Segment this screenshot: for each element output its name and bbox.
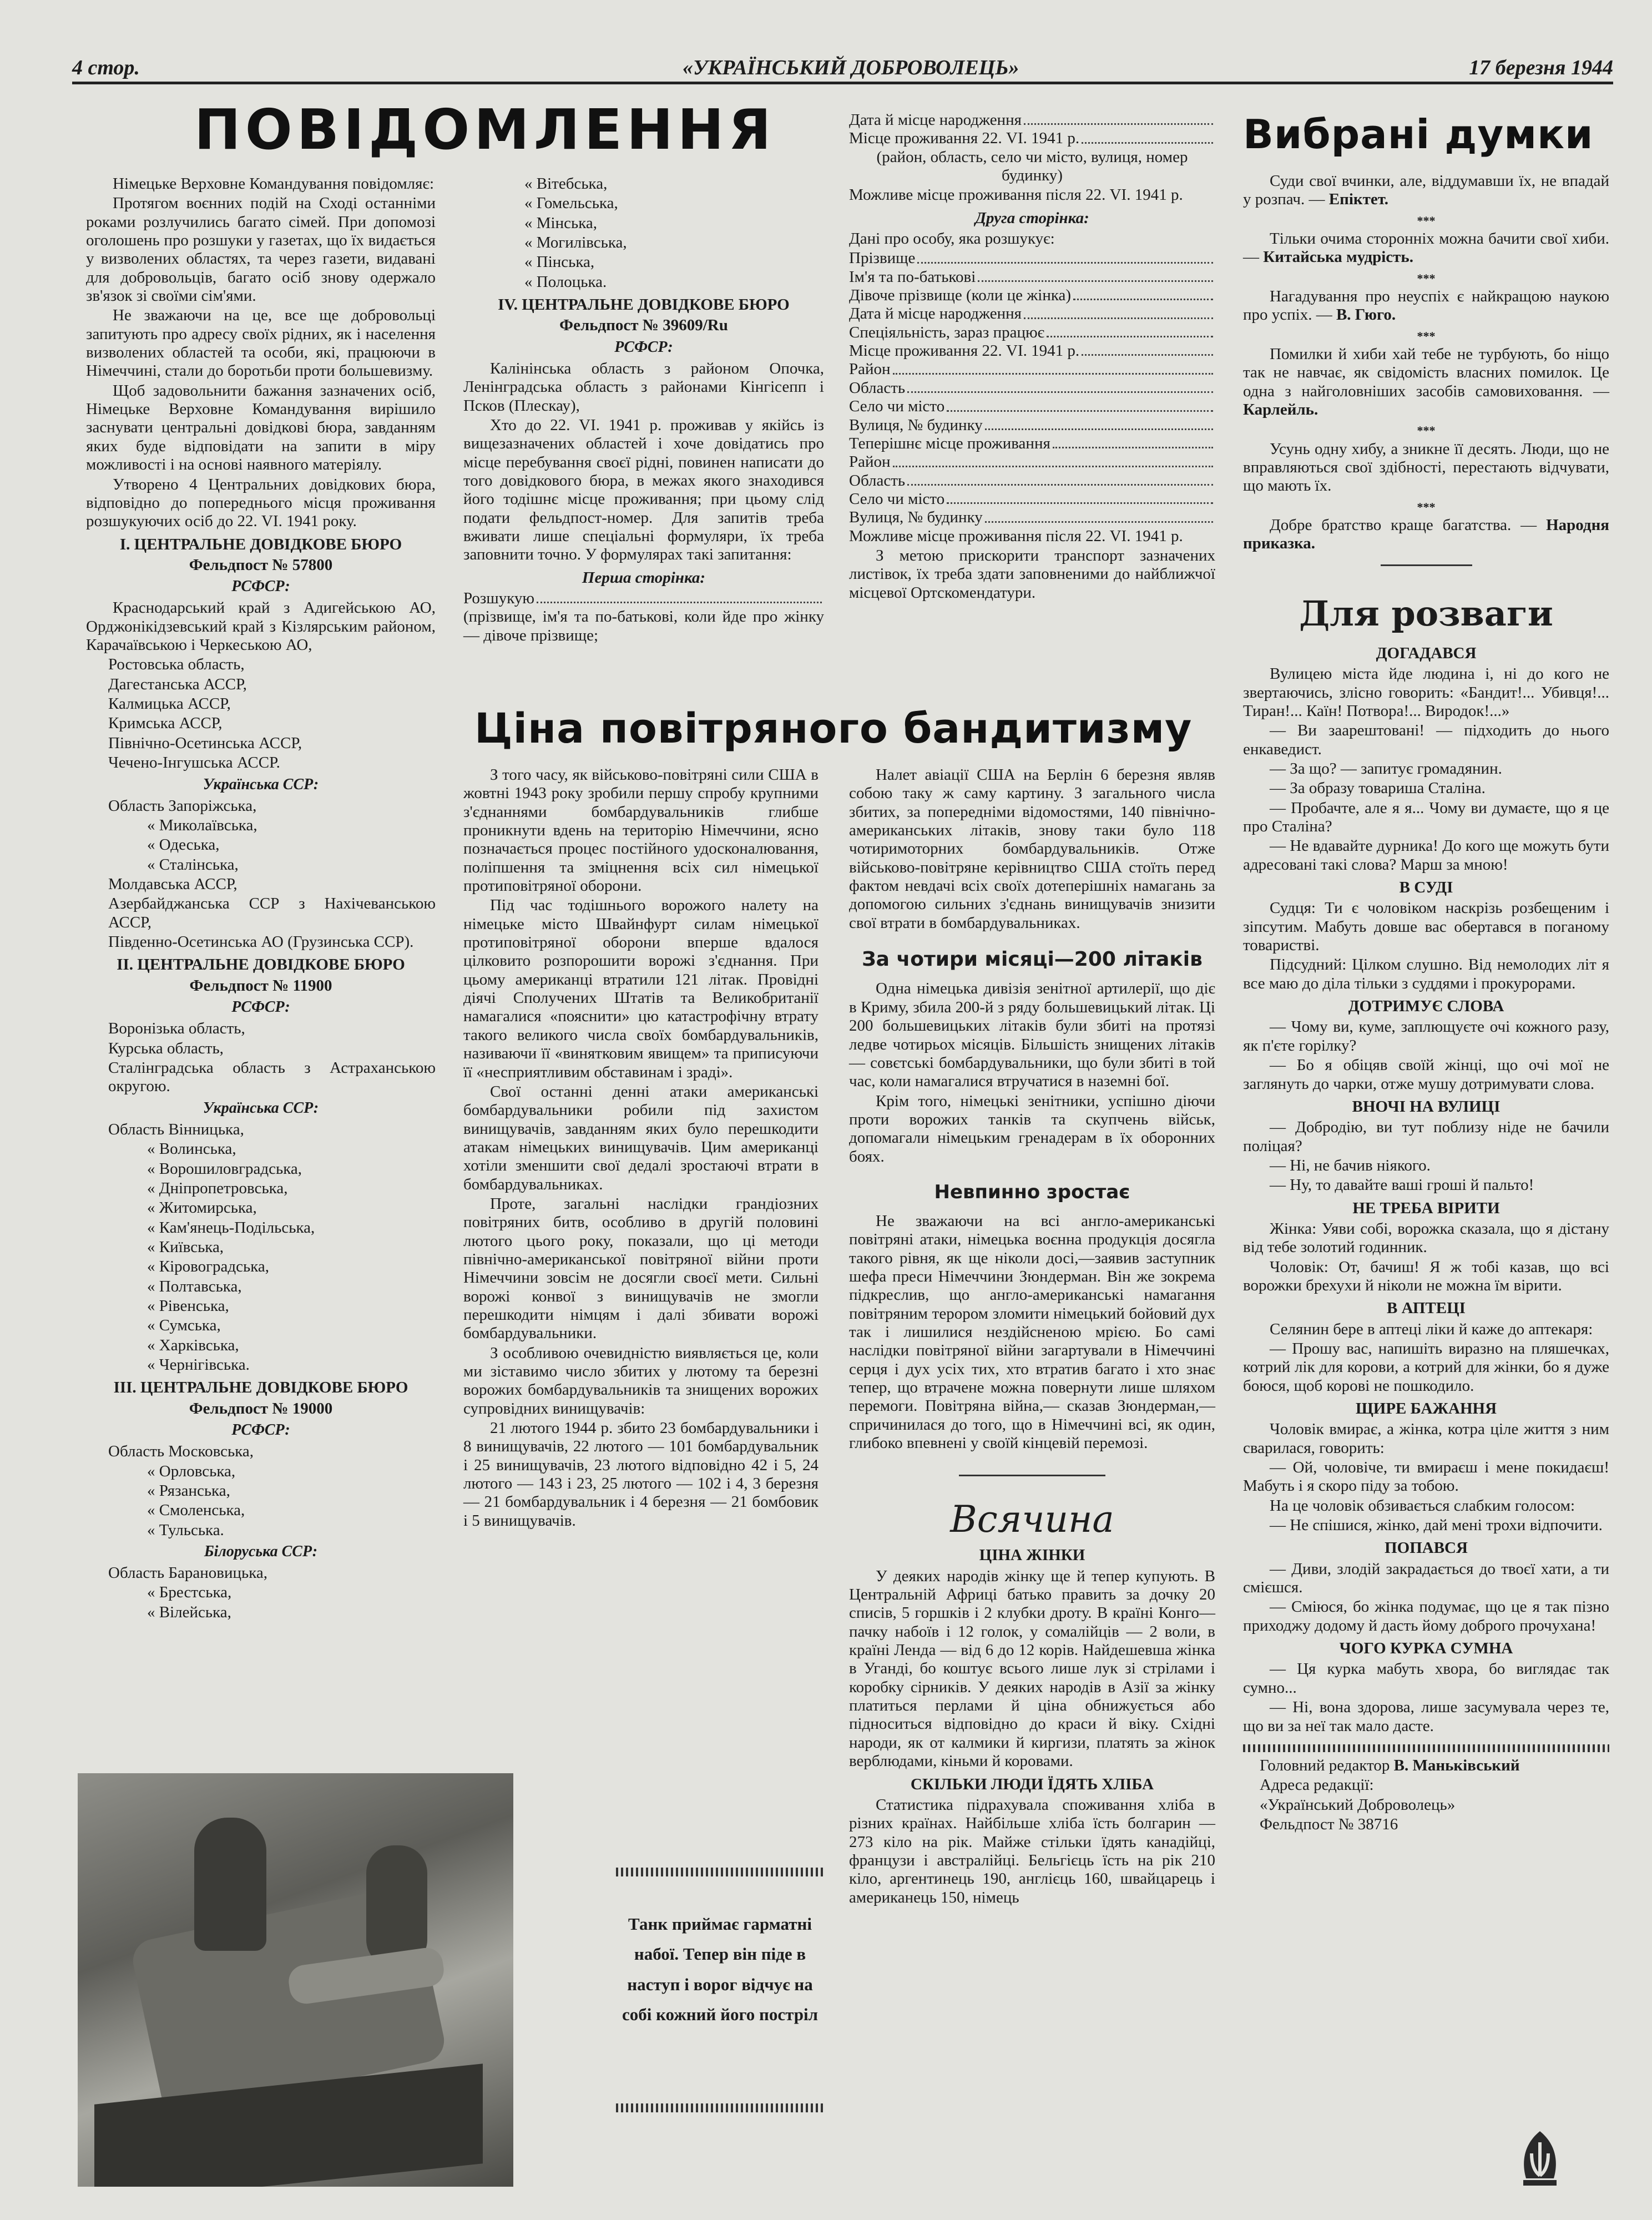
form-dots [985, 416, 1213, 430]
joke-line: — Не вдавайте дурника! До кого ще можуть бути адресовані такі слова? Марш за мною! [1243, 837, 1609, 874]
form-row: Дівоче прізвище (коли це жінка) [849, 286, 1215, 305]
region-item: « Дніпропетровська, [147, 1179, 288, 1197]
region-item: « Чернігівська. [147, 1356, 250, 1374]
joke-line: Підсудний: Цілком слушно. Від немолодих літ я все маю до діла тільки з суддями і прокурорами. [1243, 956, 1609, 992]
article-paragraph: Під час тодішнього ворожого налету на німецьке місто Швайнфурт силам німецької протиповітряної оборони вперше вдалося цілковито розпорошити ворожі з'єднання. При цьому американці втратили 121 літак. Провідні діячі Сполучених Штатів та Великобританії намагалися «пояснити» цю катастрофічну втрату такого великого числа своїх бомбардувальників, називаючи її «винятковим явищем» та приписуючи її «несприятливим обставинам і зраді». [463, 896, 819, 1081]
region-item: Область Барановицька, [108, 1564, 267, 1582]
region-item: « Волинська, [147, 1140, 236, 1158]
joke-line: — Ця курка мабуть хвора, бо виглядає так сумно... [1243, 1660, 1609, 1697]
region-item: Воронізька область, [108, 1020, 245, 1038]
article-paragraph: Проте, загальні наслідки грандіозних повітряних битв, особливо в другій половині лютого цього року, показали, що ці методи північно-американської повітряної війни проти Німеччини зовсім не досягли своєї мети. Сильні ворожі конвої з винищувачів не змогли перешкодити німцям і далі збивати ворожі бомбардувальники. [463, 1194, 819, 1343]
region-item: « Орловська, [147, 1462, 236, 1480]
form-row: Ім'я та по-батькові [849, 268, 1215, 286]
joke-line: — Ні, не бачив ніякого. [1270, 1156, 1431, 1174]
form-dots [985, 508, 1213, 522]
region-item: « Тульська. [147, 1521, 224, 1539]
region-item: « Сталінська, [147, 855, 239, 874]
notice-column-1 [86, 175, 436, 1623]
form-dots [1047, 324, 1213, 337]
form-row: Область [849, 472, 1215, 490]
article-title: Ціна повітряного бандитизму [474, 705, 1193, 753]
quote-author: Карлейль. [1243, 400, 1318, 418]
form-dots [537, 589, 822, 603]
article-paragraph: З особливою очевидністю виявляється це, коли ми зіставимо число збитих у лютому та березні ворожих бомбардувальників та знищених ворожих супровідних винищувачів: [463, 1344, 819, 1417]
notice-title: ПОВІДОМЛЕННЯ [194, 97, 776, 162]
editor-line: Головний редактор В. Маньківський [1260, 1756, 1520, 1774]
joke-line: Судця: Ти є чоловіком наскрізь розбещеним і зіпсутим. Мабуть довше вас обертався в поганому товаристві. [1243, 899, 1609, 955]
address-post: Фельдпост № 38716 [1260, 1815, 1398, 1833]
region-item: Південно-Осетинська АО (Грузинська ССР). [108, 933, 414, 951]
divider [1381, 564, 1472, 566]
form-dots [947, 490, 1213, 504]
region-item: Азербайджанська ССР з Нахічеванською АССР, [108, 895, 436, 931]
form-dots [1073, 286, 1213, 300]
joke-line: — Ой, чоловіче, ти вмираєш і мене покидаєш! Мабуть і я скоро піду за тобою. [1243, 1459, 1609, 1495]
article-paragraph: Не зважаючи на всі англо-американські повітряні атаки, німецька воєнна продукція досягла такого рівня, як ще ніколи досі,—заявив заступник шефа преси Німеччини Зюндерман. Він же зокрема підкреслив, що англо-американські намагання повітряним терором зломити німецький бойовий дух так і лишилися нездійсненою мрією. Бо самі наслідки повітряної війни загартували в Німеччині серця і дух усіх тих, хто втратив багато і хто знає тепер, що втрачене можна повернути лише шляхом перемоги. Повітряна війна,— сказав Зюндерман,— спричинилася до того, що в Німеччині всі, як один, глибоко впевнені у своїй кінцевій перемозі. [849, 1212, 1215, 1452]
region-item: « Полтавська, [147, 1277, 242, 1295]
form-row: Село чи місто [849, 490, 1215, 508]
stars-divider: *** [1417, 329, 1436, 343]
region-item: Сталінградська область з Астраханською округою. [108, 1059, 436, 1096]
article-column-2 [849, 766, 1215, 1908]
notice-paragraph: З метою прискорити транспорт зазначених листівок, їх треба здати заповненими до найближчої місцевої Ортскомендатури. [849, 546, 1215, 602]
region-item: « Мінська, [524, 214, 597, 232]
issue-date: 17 березня 1944 [1469, 56, 1613, 79]
form-row: Дата й місце народження [849, 111, 1215, 129]
form-dots [978, 268, 1213, 282]
misc-paragraph: Статистика підрахувала споживання хліба в різних країнах. Найбільше хліба їсть болгарин — 273 кіло на рік. Майже стільки їдять канадійці, французи і австралійці. Бельгієць їсть на рік 210 кіло, аргентинець 190, англієць 160, швайцарець і американець 150, німець [849, 1795, 1215, 1906]
region-heading: РСФСР: [614, 338, 673, 356]
address-name: «Український Доброволець» [1260, 1795, 1456, 1814]
page-number: 4 стор. [72, 56, 140, 79]
form-row: Можливе місце проживання після 22. VI. 1941 р. [849, 527, 1183, 545]
region-item: « Гомельська, [524, 194, 618, 213]
footer-divider [1243, 1744, 1609, 1752]
form-row: Теперішнє місце проживання [849, 435, 1215, 453]
region-heading: РСФСР: [231, 998, 290, 1016]
region-item: « Харківська, [147, 1336, 239, 1354]
photo-caption: Танк приймає гарматні набої. Тепер він піде в наступ і ворог відчує на собі кожний його постріл [622, 1914, 818, 2024]
region-item: Курська область, [108, 1039, 224, 1057]
form-row: Можливе місце проживання після 22. VI. 1941 р. [849, 186, 1183, 204]
region-heading: РСФСР: [231, 578, 290, 596]
region-item: « Полоцька. [524, 273, 607, 291]
joke-line: — Бо я обіцяв своїй жінці, що очі мої не заглянуть до чарки, отже мушу дотримувати слова. [1243, 1056, 1609, 1093]
joke-line: — Ви заарештовані! — підходить до нього енкаведист. [1243, 722, 1609, 758]
region-item: « Брестська, [147, 1583, 232, 1602]
quote: Суди свої вчинки, але, віддумавши їх, не впадай у розпач. — Епіктет. [1243, 172, 1609, 209]
region-heading: Білоруська ССР: [204, 1542, 318, 1560]
thoughts-title: Вибрані думки [1243, 111, 1594, 158]
form-row: Село чи місто [849, 397, 1215, 416]
region-item: Ростовська область, [108, 655, 245, 674]
joke-line: — Ну, то давайте ваші гроші й пальто! [1270, 1176, 1534, 1194]
form-page-1-cont [849, 111, 1215, 205]
region-item: « Рівенська, [147, 1296, 229, 1315]
form-dots [1082, 129, 1213, 143]
joke-heading: НЕ ТРЕБА ВІРИТИ [1352, 1199, 1500, 1217]
region-item: « Сумська, [147, 1316, 221, 1335]
quote-author: Епіктет. [1328, 190, 1389, 209]
divider [959, 1475, 1105, 1476]
caption-border-top [616, 1868, 824, 1876]
form-dots [1053, 435, 1213, 448]
form-row: Місце проживання 22. VI. 1941 р. [849, 342, 1215, 360]
joke-line: Чоловік: От, бачиш! Я ж тобі казав, що всі ворожки брехухи й ніколи не можна їм вірити. [1243, 1258, 1609, 1294]
form-dots [907, 379, 1213, 393]
form-dots [1024, 111, 1213, 125]
region-item: Область Запоріжська, [108, 796, 257, 815]
form-page-2 [849, 230, 1215, 546]
bureau-2-post: Фельдпост № 11900 [189, 976, 332, 995]
form-row: Дата й місце народження [849, 305, 1215, 323]
joke-heading: ДОТРИМУЄ СЛОВА [1348, 997, 1504, 1016]
joke-line: — Пробачте, але я я... Чому ви думаєте, що я це про Сталіна? [1243, 799, 1609, 836]
page-header [72, 51, 1613, 84]
notice-paragraph: Утворено 4 Центральних довідкових бюра, відповідно до попереднього місця проживання розшукуючих осіб до 22. VI. 1941 року. [86, 475, 436, 531]
quote: Нагадування про неуспіх є найкращою наукою про успіх. — В. Гюго. [1243, 287, 1609, 324]
stars-divider: *** [1417, 271, 1436, 285]
fun-title: Для розваги [1299, 593, 1553, 634]
misc-subheading: ЦІНА ЖІНКИ [979, 1546, 1085, 1565]
form-row: Район [849, 360, 1215, 379]
region-item: Калмицька АССР, [108, 695, 231, 713]
joke-line: — Ні, вона здорова, лише засумувала через те, що ви за неї так мало дасте. [1243, 1698, 1609, 1735]
article-paragraph: Свої останні денні атаки американські бомбардувальники робили під захистом винищувачів, завданням яких було перешкодити атакам німецьких винищувачів. Цим американці хотіли зменшити свої дедалі зростаючі втрати в бомбардувальниках. [463, 1082, 819, 1193]
region-item: « Одеська, [147, 836, 220, 854]
joke-line: — Добродію, ви тут поблизу ніде не бачили поліцая? [1243, 1118, 1609, 1155]
soldier-figure [194, 1818, 266, 1951]
notice-column-3 [849, 111, 1215, 603]
quote-author: Народня приказка. [1243, 516, 1609, 553]
misc-subheading: СКІЛЬКИ ЛЮДИ ЇДЯТЬ ХЛІБА [910, 1775, 1154, 1793]
joke-line: — Сміюся, бо жінка подумає, що це я так пізно приходжу додому й дасть йому доброго прочухана! [1243, 1598, 1609, 1634]
bureau-3-title: ІІІ. ЦЕНТРАЛЬНЕ ДОВІДКОВЕ БЮРО [113, 1379, 408, 1397]
stars-divider: *** [1417, 423, 1436, 438]
region-item: « Вітебська, [524, 175, 608, 193]
joke-line: — За образу товариша Сталіна. [1270, 779, 1486, 798]
region-item: « Могилівська, [524, 234, 627, 252]
region-item: Чечено-Інгушська АССР. [108, 754, 280, 772]
tank-photo [78, 1773, 513, 2187]
joke-heading: ПОПАВСЯ [1385, 1539, 1468, 1557]
article-paragraph: Налет авіації США на Берлін 6 березня являв собою таку ж саму картину. З загального числа збитих, за попередніми відомостями, 140 північно-американських літаків, знову таки було 118 чотиримоторних бомбардувальників. Отже військово-повітряне керівництво США стоїть перед фактом невдачі всіх своїх дотеперішніх намагань за допомогою сильних з'єднань винищувачів знизити свої втрати в бомбардувальниках. [849, 766, 1215, 932]
bureau-4-post: Фельдпост № 39609/Ru [559, 316, 728, 335]
article-paragraph: З того часу, як військово-повітряні сили США в жовтні 1943 року зробили першу спробу крупними з'єднаннями бомбардувальників глибше проникнути вдень на територію Німеччини, ясно позначається процес постійного удосконалювання, поліпшення та зміцнення всіх сил німецької протиповітряної оборони. [463, 766, 819, 895]
newspaper-title: «УКРАЇНСЬКИЙ ДОБРОВОЛЕЦЬ» [683, 56, 1019, 79]
form-dots [1024, 305, 1213, 319]
quote-author: Китайська мудрість. [1263, 248, 1414, 266]
editor-name: В. Маньківський [1393, 1756, 1520, 1774]
form-dots [893, 453, 1213, 467]
region-item: Північно-Осетинська АССР, [108, 734, 302, 752]
article-paragraph: 21 лютого 1944 р. збито 23 бомбардувальники і 8 винищувачів, 22 лютого — 101 бомбардувальник і 25 винищувачів, 23 лютого відповідно 42 і 5, 24 лютого — 143 і 23, 25 лютого — 102 і 4, 3 березня — 21 бомбардувальник і 4 березня — 21 бомбовик і 5 винищувачів. [463, 1419, 819, 1530]
joke-line: — За що? — запитує громадянин. [1270, 760, 1502, 778]
quote: Помилки й хиби хай тебе не турбують, бо ніщо так не навчає, як свідомість власних помилок. Це одна з найголовніших засобів самовиховання. — Карлейль. [1243, 345, 1609, 418]
caption-border-bottom [616, 2103, 824, 2112]
form-row: Місце проживання 22. VI. 1941 р. [849, 129, 1215, 148]
region-item: Дагестанська АССР, [108, 675, 247, 693]
form-note: (прізвище, ім'я та по-батькові, коли йде про жінку — дівоче прізвище; [463, 608, 824, 644]
joke-line: — Чому ви, куме, заплющуєте очі кожного разу, як п'єте горілку? [1243, 1018, 1609, 1054]
form-page-2-heading: Друга сторінка: [975, 209, 1089, 227]
article-paragraph: Одна німецька дивізія зенітної артилерії, що діє в Криму, збила 200-й з ряду большевицький літак. Ці 200 большевицьких літаків були збиті на протязі ледве чотирьох місяців. Більшість знищених літаків — совєтські бомбардувальники, що були збиті в той час, коли намагалися втручатися в наземні бої. [849, 980, 1215, 1091]
region-item: Область Московська, [108, 1442, 254, 1461]
form-dots [1082, 342, 1213, 356]
form-dots [907, 472, 1213, 486]
region-item: « Миколаївська, [147, 816, 257, 835]
joke-heading: ДОГАДАВСЯ [1376, 644, 1477, 662]
notice-column-2 [463, 175, 824, 646]
trident-logo-icon [1509, 2126, 1570, 2192]
joke-line: Селянин бере в аптеці ліки й каже до аптекаря: [1270, 1320, 1593, 1338]
form-row: Область [849, 379, 1215, 397]
form-row: Вулиця, № будинку [849, 416, 1215, 435]
region-item: Краснодарський край з Адигейською АО, Орджонікідзевський край з Кізлярським районом, Карачаївською і Черкеською АО, [86, 599, 436, 654]
joke-heading: ЩИРЕ БАЖАННЯ [1355, 1400, 1497, 1417]
quote-author: В. Гюго. [1336, 306, 1396, 324]
region-heading: РСФСР: [231, 1421, 290, 1439]
bureau-2-title: ІІ. ЦЕНТРАЛЬНЕ ДОВІДКОВЕ БЮРО [117, 956, 405, 974]
form-intro: Дані про особу, яка розшукує: [849, 230, 1055, 248]
quote: Усунь одну хибу, а зникне її десять. Люди, що не вправляються свої здібності, перестають відчувати, що мають їх. [1243, 440, 1609, 495]
region-item: « Житомирська, [147, 1199, 257, 1217]
misc-title: Всячина [950, 1498, 1114, 1541]
form-row: Прізвище [849, 249, 1215, 268]
region-item: « Кам'янець-Подільська, [147, 1218, 315, 1237]
region-item: « Київська, [147, 1238, 224, 1256]
quote: Добре братство краще багатства. — Народня приказка. [1243, 516, 1609, 553]
stars-divider: *** [1417, 213, 1436, 228]
notice-paragraph: Хто до 22. VI. 1941 р. проживав у якійсь із вищезазначених областей і хоче довідатись про місце перебування своєї рідні, повинен написати до того довідкового бюра, в межах якого знаходився його тодішнє місце проживання; при цьому слід подати фельдпост-номер. Для запитів треба вживати лише спеціальні формуляри, їх треба заповнити точно. У формулярах такі запитання: [463, 416, 824, 564]
article-subheading: За чотири місяці—200 літаків [862, 948, 1203, 971]
region-item: Молдавська АССР, [108, 875, 238, 894]
notice-paragraph: Не зважаючи на це, все ще добровольці запитують про адресу своїх рідних, як і населення визволених областей та особи, які, працюючи в Німеччині, стали до боротьби проти большевизму. [86, 306, 436, 380]
form-note: (район, область, село чи місто, вулиця, номер будинку) [876, 148, 1188, 185]
form-row: Розшукую [463, 589, 824, 608]
region-item: « Вілейська, [147, 1603, 231, 1621]
article-paragraph: Крім того, німецькі зенітники, успішно діючи проти ворожих танків та скупчень військ, допомагали німецьким гренадерам в їх оборонних боях. [849, 1092, 1215, 1166]
joke-line: Вулицею міста йде людина і, ні до кого не звертаючись, злісно говорить: «Бандит!... Убивця!... Тиран!... Каїн! Потвора!... Виродок!...» [1243, 665, 1609, 720]
form-dots [917, 249, 1213, 263]
notice-paragraph: Протягом воєнних подій на Сході останніми роками розлучились багато сімей. При допомозі оголошень про розшуки у газетах, що їх видається у визволених областях, та через газети, видавані для добровольців, багато осіб знову одержало зв'язок зі своїми сім'ями. [86, 194, 436, 305]
region-item: « Кіровоградська, [147, 1258, 270, 1276]
joke-heading: В СУДІ [1399, 879, 1453, 897]
bureau-1-post: Фельдпост № 57800 [189, 556, 333, 574]
article-subheading: Невпинно зростає [934, 1180, 1130, 1203]
notice-paragraph: Щоб задовольнити бажання зазначених осіб, Німецьке Верховне Командування вирішило заснувати центральні довідкові бюра, завданням яких буде відповідати на запити в міру можливості і на основі наявного матеріялу. [86, 381, 436, 474]
joke-heading: В АПТЕЦІ [1387, 1299, 1466, 1318]
notice-intro: Німецьке Верховне Командування повідомляє: [113, 175, 434, 193]
region-item: « Смоленська, [147, 1501, 245, 1520]
joke-heading: ЧОГО КУРКА СУМНА [1339, 1639, 1513, 1658]
thoughts-column [1243, 172, 1609, 1835]
joke-line: — Прошу вас, напишіть виразно на пляшечках, котрий лік для корови, а котрий для жінки, бо я дуже боюся, щоб корові не пошкодило. [1243, 1339, 1609, 1395]
joke-line: Жінка: Уяви собі, ворожка сказала, що я дістану від тебе золотий годинник. [1243, 1219, 1609, 1257]
region-heading: Українська ССР: [203, 775, 319, 793]
region-item: Калінінська область з районом Опочка, Ленінградська область з районами Кінгісепп і Псков (Плескау), [463, 359, 824, 415]
region-item: « Рязанська, [147, 1481, 230, 1500]
quote: Тільки очима сторонніх можна бачити свої хиби. — Китайська мудрість. [1243, 229, 1609, 266]
region-heading: Українська ССР: [203, 1099, 319, 1117]
address-label: Адреса редакції: [1260, 1776, 1374, 1794]
form-row: Район [849, 453, 1215, 471]
joke-line: — Не спішися, жінко, дай мені трохи відпочити. [1270, 1516, 1603, 1535]
region-item: « Пінська, [524, 253, 595, 271]
joke-heading: ВНОЧІ НА ВУЛИЦІ [1352, 1097, 1501, 1116]
joke-line: Чоловік вмирає, а жінка, котра ціле життя з ним сварилася, говорить: [1243, 1420, 1609, 1457]
bureau-3-post: Фельдпост № 19000 [189, 1399, 333, 1417]
article-column-1 [463, 766, 819, 1531]
region-item: « Ворошиловградська, [147, 1159, 302, 1178]
bureau-1-title: І. ЦЕНТРАЛЬНЕ ДОВІДКОВЕ БЮРО [119, 535, 402, 553]
bureau-4-title: IV. ЦЕНТРАЛЬНЕ ДОВІДКОВЕ БЮРО [498, 296, 790, 314]
form-row: Спеціяльність, зараз працює [849, 324, 1215, 342]
region-item: Область Вінницька, [108, 1120, 244, 1138]
form-dots [893, 360, 1213, 374]
form-page-1 [463, 589, 824, 645]
joke-line: — Диви, злодій закрадається до твоєї хати, а ти смієшся. [1243, 1560, 1609, 1597]
form-dots [947, 397, 1213, 411]
misc-paragraph: У деяких народів жінку ще й тепер купують. В Центральній Африці батько править за дочку 20 списів, 5 горшків і 2 клубки дроту. В країні Конго—пачку набоїв і 12 голок, у сомалійців — 2 воли, в країні Ленда — від 6 до 12 корів. Найдешевша жінка в Уганді, бо коштує всього лише лук зі стрілами і коробку сірників. У деяких народів в Азії за жінку платиться перлами й ціна обнижується або підноситься відповідно до краси й віку. Східні народи, як от калмики й киргизи, платять за жінок верблюдами, кіньми й коровами. [849, 1567, 1215, 1770]
form-row: Вулиця, № будинку [849, 508, 1215, 527]
region-item: Кримська АССР, [108, 714, 223, 733]
stars-divider: *** [1417, 500, 1436, 514]
joke-line: На це чоловік обзивається слабким голосом: [1270, 1496, 1575, 1515]
form-page-1-heading: Перша сторінка: [582, 568, 706, 587]
